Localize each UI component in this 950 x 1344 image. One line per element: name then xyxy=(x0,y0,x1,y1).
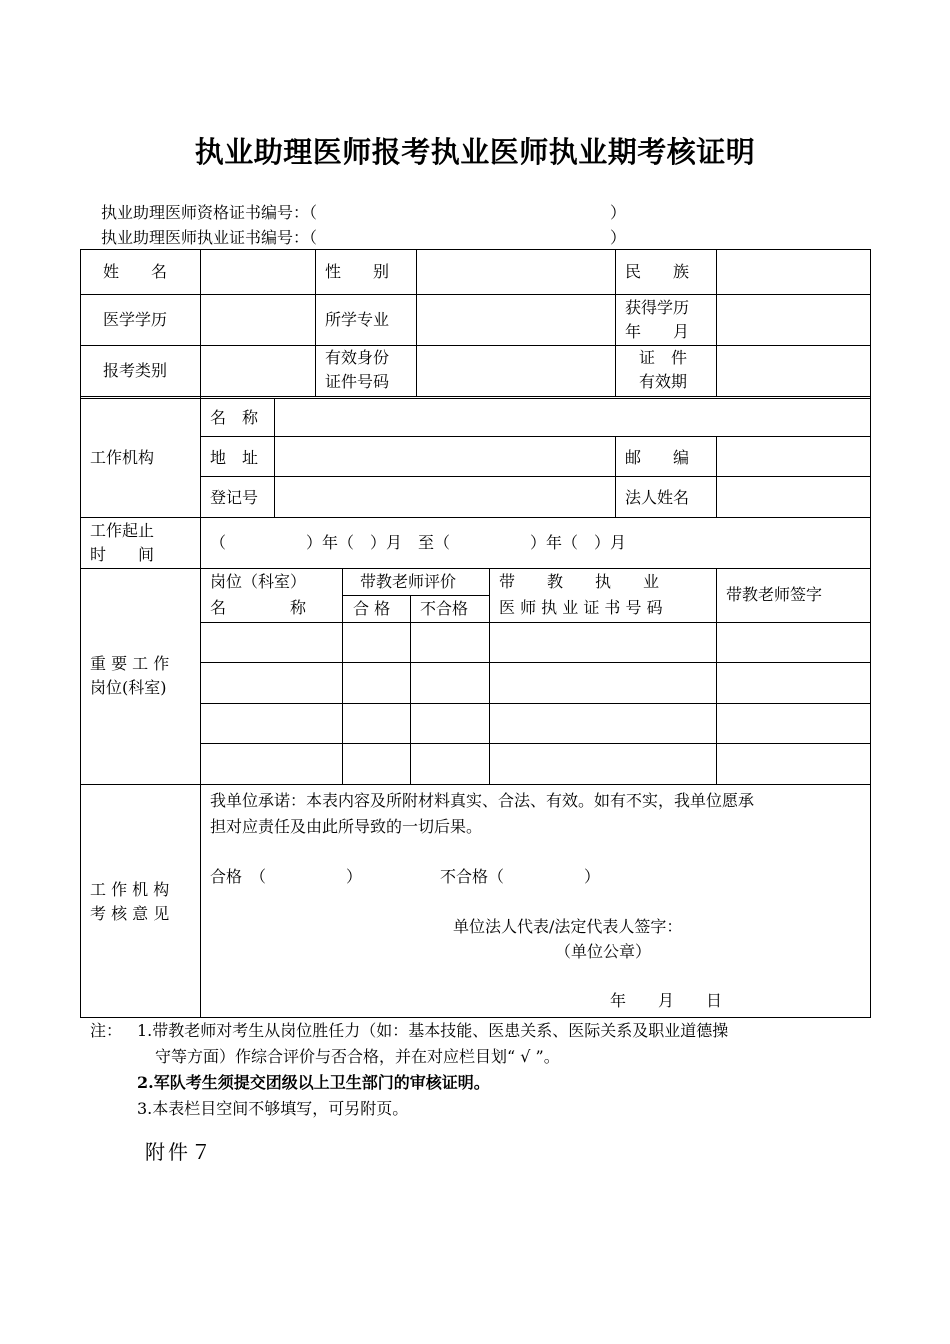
qualification-cert-close: ） xyxy=(610,203,627,222)
qualification-cert-line xyxy=(101,200,627,223)
row-divider xyxy=(200,703,871,704)
row-divider xyxy=(80,396,871,397)
col-divider xyxy=(274,398,275,517)
key-posts-label-2: 岗位(科室) xyxy=(90,678,167,697)
col-divider xyxy=(716,249,717,396)
teacher-sign-header: 带教老师签字 xyxy=(726,585,823,604)
fail-header: 不合格 xyxy=(420,599,469,618)
note-1: 1.带教老师对考生从岗位胜任力（如：基本技能、医患关系、医际关系及职业道德操 xyxy=(137,1021,729,1040)
education-label: 医学学历 xyxy=(103,310,168,329)
practice-cert-close: ） xyxy=(610,228,627,247)
col-divider xyxy=(716,568,717,784)
work-org-label: 工作机构 xyxy=(90,448,155,467)
row-divider xyxy=(80,294,871,295)
col-divider xyxy=(200,249,201,1018)
promise-text: 我单位承诺：本表内容及所附材料真实、合法、有效。如有不实，我单位愿承 xyxy=(210,791,755,810)
col-divider xyxy=(615,436,616,517)
col-divider xyxy=(416,249,417,396)
row-divider xyxy=(200,743,871,744)
postcode-label: 邮 编 xyxy=(625,448,690,467)
degree-date-label: 获得学历 xyxy=(625,298,690,317)
row-divider xyxy=(200,622,871,623)
work-period-label: 工作起止 xyxy=(90,521,155,540)
org-address-label: 地 址 xyxy=(210,448,259,467)
review-label: 工 作 机 构 xyxy=(90,880,170,899)
post-name-header: 岗位（科室） xyxy=(210,572,307,591)
note-3: 3.本表栏目空间不够填写，可另附页。 xyxy=(137,1099,409,1118)
pass-header: 合 格 xyxy=(353,599,391,618)
row-divider xyxy=(80,398,871,399)
pass-option: 合格 （ ） xyxy=(210,867,363,886)
id-number-label-2: 证件号码 xyxy=(325,372,390,391)
col-divider xyxy=(489,568,490,784)
row-divider xyxy=(200,436,871,437)
teacher-eval-header: 带教老师评价 xyxy=(360,572,457,591)
signer-label: 单位法人代表/法定代表人签字： xyxy=(453,917,683,936)
notes-prefix: 注： xyxy=(90,1021,123,1040)
work-period-range: （ ）年（ ）月 至（ ）年（ ）月 xyxy=(210,533,627,552)
promise-text-2: 担对应责任及由此所导致的一切后果。 xyxy=(210,817,483,836)
work-period-label-2: 时 间 xyxy=(90,545,155,564)
teacher-cert-header-2: 医 师 执 业 证 书 号 码 xyxy=(499,598,663,617)
seal-label: （单位公章） xyxy=(555,942,652,961)
org-name-label: 名 称 xyxy=(210,408,259,427)
row-divider xyxy=(80,784,871,785)
key-posts-label: 重 要 工 作 xyxy=(90,654,170,673)
qualification-cert-label: 执业助理医师资格证书编号：（ xyxy=(101,203,318,222)
practice-cert-label: 执业助理医师执业证书编号：（ xyxy=(101,228,318,247)
id-valid-label-2: 有效期 xyxy=(639,372,688,391)
row-divider xyxy=(200,476,871,477)
row-divider xyxy=(342,595,489,596)
fail-option: 不合格（ ） xyxy=(440,867,601,886)
col-divider xyxy=(342,568,343,784)
major-label: 所学专业 xyxy=(325,310,390,329)
date-label: 年 月 日 xyxy=(610,991,723,1010)
legal-person-label: 法人姓名 xyxy=(625,488,690,507)
col-divider xyxy=(716,436,717,517)
col-divider xyxy=(615,249,616,396)
row-divider xyxy=(200,662,871,663)
row-divider xyxy=(80,568,871,569)
note-2: 2.军队考生须提交团级以上卫生部门的审核证明。 xyxy=(137,1073,490,1092)
note-1-cont: 守等方面）作综合评价与否合格，并在对应栏目划“ √ ”。 xyxy=(155,1047,560,1066)
name-label: 姓 名 xyxy=(103,262,168,281)
exam-type-label: 报考类别 xyxy=(103,361,168,380)
post-name-header-2: 名 称 xyxy=(210,598,307,617)
form-table xyxy=(80,249,871,1018)
org-reg-label: 登记号 xyxy=(210,488,259,507)
review-label-2: 考 核 意 见 xyxy=(90,904,170,923)
attachment-label: 附件７ xyxy=(145,1140,214,1164)
col-divider xyxy=(315,249,316,396)
ethnicity-label: 民 族 xyxy=(625,262,690,281)
col-divider xyxy=(410,595,411,784)
row-divider xyxy=(80,517,871,518)
gender-label: 性 别 xyxy=(325,262,390,281)
row-divider xyxy=(80,345,871,346)
practice-cert-line xyxy=(101,225,627,248)
id-valid-label: 证 件 xyxy=(639,348,688,367)
degree-date-label-2: 年 月 xyxy=(625,322,690,341)
teacher-cert-header: 带 教 执 业 xyxy=(499,572,660,591)
id-number-label: 有效身份 xyxy=(325,348,390,367)
page-title: 执业助理医师报考执业医师执业期考核证明 xyxy=(194,135,756,169)
